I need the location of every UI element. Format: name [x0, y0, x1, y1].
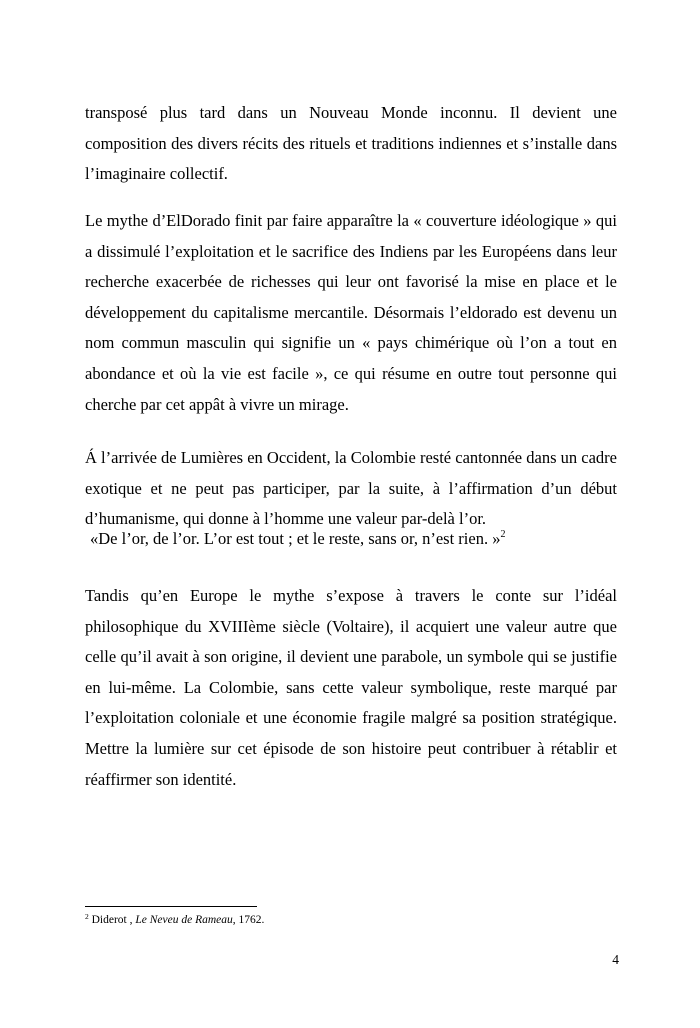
footnote-work-title: Le Neveu de Rameau — [135, 914, 233, 926]
paragraph-4: Tandis qu’en Europe le mythe s’expose à travers le conte sur l’idéal philosophique du XVIIIème siècle (Voltaire), il acquiert une valeur autre que celle qu’il avait à son origine, il devient une parabole, un symbole qui se justifie en lui-même. La Colombie, sans cette valeur symbolique, reste marqué par l’exploitation coloniale et une économie fragile malgré sa position stratégique. Mettre la lumière sur cet épisode de son histoire peut contribuer à rétablir et réaffirmer son identité. — [85, 586, 617, 789]
paragraph-1: transposé plus tard dans un Nouveau Monde inconnu. Il devient une composition des divers récits des rituels et traditions indiennes et s’installe dans l’imaginaire collectif. — [85, 103, 617, 184]
paragraph-3: Á l’arrivée de Lumières en Occident, la Colombie resté cantonnée dans un cadre exotique et ne peut pas participer, par la suite, à l’affirmation d’un début d’humanisme, qui donne à l’homme une valeur par-delà l’or. — [85, 448, 617, 529]
footnote — [85, 912, 264, 928]
paragraph-2: Le mythe d’ElDorado finit par faire apparaître la « couverture idéologique » qui a dissimulé l’exploitation et le sacrifice des Indiens par les Européens dans leur recherche exacerbée de richesses qui leur ont favorisé la mise en place et le développement du capitalisme mercantile. Désormais l’eldorado est devenu un nom commun masculin qui signifie un « pays chimérique où l’on a tout en abondance et où la vie est facile », ce qui résume en outre tout personne qui cherche par cet appât à vivre un mirage. — [85, 211, 617, 414]
page-number: 4 — [612, 952, 619, 967]
footnote-marker: 2 — [85, 912, 89, 921]
quote-text: «De l’or, de l’or. L’or est tout ; et le reste, sans or, n’est rien. » — [90, 529, 501, 548]
diderot-quote — [90, 528, 505, 550]
footnote-separator — [85, 906, 257, 907]
footnote-author: Diderot , — [91, 914, 136, 926]
footnote-reference: 2 — [500, 529, 506, 540]
footnote-year: , 1762. — [232, 914, 265, 926]
